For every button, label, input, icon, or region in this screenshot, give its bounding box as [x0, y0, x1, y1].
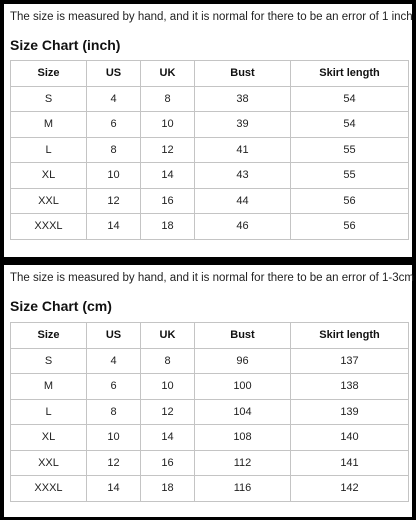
cell-size: S	[11, 348, 87, 374]
cell-bust: 104	[195, 399, 291, 425]
measurement-note: The size is measured by hand, and it is normal for there to be an error of 1-3cm	[10, 272, 414, 284]
table-row	[11, 399, 409, 425]
cell-us: 12	[87, 188, 141, 214]
cell-uk: 10	[141, 374, 195, 400]
cell-size: XXXL	[11, 476, 87, 502]
column-header-size: Size	[11, 61, 87, 87]
cell-size: XXL	[11, 188, 87, 214]
cell-uk: 10	[141, 112, 195, 138]
cell-bust: 116	[195, 476, 291, 502]
cell-skirt: 54	[291, 86, 409, 112]
cell-bust: 39	[195, 112, 291, 138]
cell-us: 8	[87, 399, 141, 425]
cell-skirt: 55	[291, 137, 409, 163]
column-header-bust: Bust	[195, 323, 291, 349]
table-header-row	[11, 61, 409, 87]
cell-us: 14	[87, 476, 141, 502]
cell-us: 10	[87, 163, 141, 189]
size-chart-cm-panel	[4, 265, 412, 517]
table-row	[11, 86, 409, 112]
cell-bust: 43	[195, 163, 291, 189]
column-header-uk: UK	[141, 323, 195, 349]
cell-size: XXXL	[11, 214, 87, 240]
cell-us: 14	[87, 214, 141, 240]
cell-skirt: 139	[291, 399, 409, 425]
cell-uk: 14	[141, 163, 195, 189]
cell-uk: 12	[141, 137, 195, 163]
table-row	[11, 214, 409, 240]
size-table	[10, 60, 409, 240]
cell-bust: 108	[195, 425, 291, 451]
table-row	[11, 476, 409, 502]
cell-bust: 38	[195, 86, 291, 112]
cell-us: 8	[87, 137, 141, 163]
cell-size: M	[11, 112, 87, 138]
cell-size: L	[11, 399, 87, 425]
cell-skirt: 138	[291, 374, 409, 400]
cell-size: M	[11, 374, 87, 400]
cell-us: 12	[87, 450, 141, 476]
cell-bust: 46	[195, 214, 291, 240]
cell-uk: 16	[141, 188, 195, 214]
table-row	[11, 425, 409, 451]
table-row	[11, 374, 409, 400]
cell-bust: 100	[195, 374, 291, 400]
cell-size: L	[11, 137, 87, 163]
cell-bust: 41	[195, 137, 291, 163]
cell-uk: 8	[141, 348, 195, 374]
chart-title: Size Chart (inch)	[10, 37, 121, 53]
cell-skirt: 54	[291, 112, 409, 138]
size-table	[10, 322, 409, 502]
cell-uk: 14	[141, 425, 195, 451]
cell-uk: 12	[141, 399, 195, 425]
table-header-row	[11, 323, 409, 349]
chart-title: Size Chart (cm)	[10, 298, 112, 314]
column-header-us: US	[87, 323, 141, 349]
cell-bust: 112	[195, 450, 291, 476]
table-row	[11, 188, 409, 214]
table-row	[11, 163, 409, 189]
column-header-skirt: Skirt length	[291, 323, 409, 349]
cell-us: 6	[87, 374, 141, 400]
table-row	[11, 450, 409, 476]
measurement-note: The size is measured by hand, and it is normal for there to be an error of 1 inch	[10, 11, 413, 23]
cell-size: XL	[11, 425, 87, 451]
cell-size: S	[11, 86, 87, 112]
column-header-us: US	[87, 61, 141, 87]
cell-skirt: 56	[291, 214, 409, 240]
cell-bust: 44	[195, 188, 291, 214]
cell-uk: 18	[141, 476, 195, 502]
cell-skirt: 140	[291, 425, 409, 451]
column-header-uk: UK	[141, 61, 195, 87]
cell-skirt: 142	[291, 476, 409, 502]
table-row	[11, 348, 409, 374]
cell-bust: 96	[195, 348, 291, 374]
cell-size: XXL	[11, 450, 87, 476]
table-row	[11, 137, 409, 163]
cell-skirt: 141	[291, 450, 409, 476]
cell-skirt: 56	[291, 188, 409, 214]
cell-uk: 18	[141, 214, 195, 240]
cell-us: 10	[87, 425, 141, 451]
size-chart-inch-panel	[4, 4, 412, 257]
cell-skirt: 55	[291, 163, 409, 189]
cell-uk: 8	[141, 86, 195, 112]
cell-size: XL	[11, 163, 87, 189]
cell-us: 4	[87, 86, 141, 112]
column-header-skirt: Skirt length	[291, 61, 409, 87]
column-header-bust: Bust	[195, 61, 291, 87]
cell-skirt: 137	[291, 348, 409, 374]
cell-us: 4	[87, 348, 141, 374]
column-header-size: Size	[11, 323, 87, 349]
cell-uk: 16	[141, 450, 195, 476]
cell-us: 6	[87, 112, 141, 138]
table-row	[11, 112, 409, 138]
